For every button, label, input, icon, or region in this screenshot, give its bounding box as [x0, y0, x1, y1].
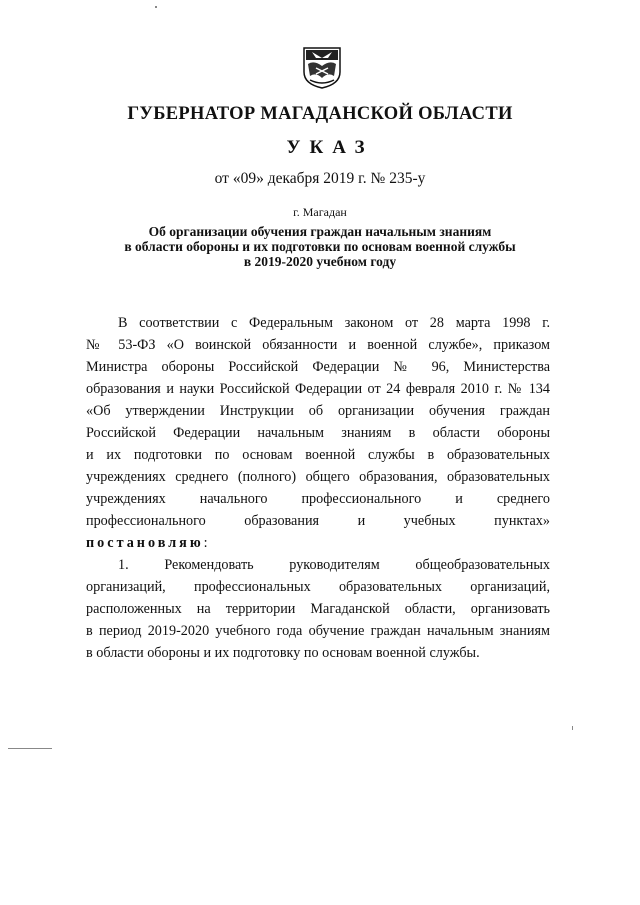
body-line: В соответствии с Федеральным законом от 28 марта 1998 г. — [118, 315, 550, 331]
item1-line: организаций, профессиональных образовательных организаций, — [86, 579, 550, 595]
resolve-suffix: : — [203, 535, 208, 551]
coat-of-arms-emblem — [302, 46, 342, 90]
body-line: № 53-ФЗ «О воинской обязанности и военной службе», приказом — [86, 337, 550, 353]
scan-mark — [572, 726, 573, 730]
item1-line: в области обороны и их подготовку по основам военной службы. — [86, 645, 480, 661]
body-line: и их подготовки по основам военной службы в образовательных — [86, 447, 550, 463]
subject-line: Об организации обучения граждан начальным знаниям — [148, 224, 492, 239]
item1-line: расположенных на территории Магаданской области, организовать — [86, 601, 550, 617]
item1-line: 1. Рекомендовать руководителям общеобразовательных — [118, 557, 550, 573]
body-line: «Об утверждении Инструкции об организации обучения граждан — [86, 403, 550, 419]
body-line: профессионального образования и учебных пунктах» — [86, 513, 550, 529]
body-line: образования и науки Российской Федерации от 24 февраля 2010 г. № 134 — [86, 381, 550, 397]
scan-mark — [8, 748, 52, 749]
decree-heading: УКАЗ — [286, 137, 374, 158]
decree-subject — [80, 224, 560, 269]
subject-line: в 2019-2020 учебном году — [243, 254, 397, 269]
item1-line: в период 2019-2020 учебного года обучение граждан начальным знаниям — [86, 623, 550, 639]
body-line: Министра обороны Российской Федерации № 96, Министерства — [86, 359, 550, 375]
body-line: учреждениях среднего (полного) общего образования, образовательных — [86, 469, 550, 485]
body-line: Российской Федерации начальным знаниям в области обороны — [86, 425, 550, 441]
decree-city: г. Магадан — [293, 205, 347, 219]
body-line: учреждениях начального профессионального и среднего — [86, 491, 550, 507]
decree-body — [86, 312, 550, 664]
governor-title: ГУБЕРНАТОР МАГАДАНСКОЙ ОБЛАСТИ — [127, 104, 513, 124]
decree-date-number: от «09» декабря 2019 г. № 235-у — [214, 170, 426, 187]
scan-mark — [155, 6, 157, 8]
resolve-word: постановляю — [86, 535, 204, 551]
subject-line: в области обороны и их подготовки по основам военной службы — [124, 239, 516, 254]
resolve-line — [86, 532, 550, 554]
